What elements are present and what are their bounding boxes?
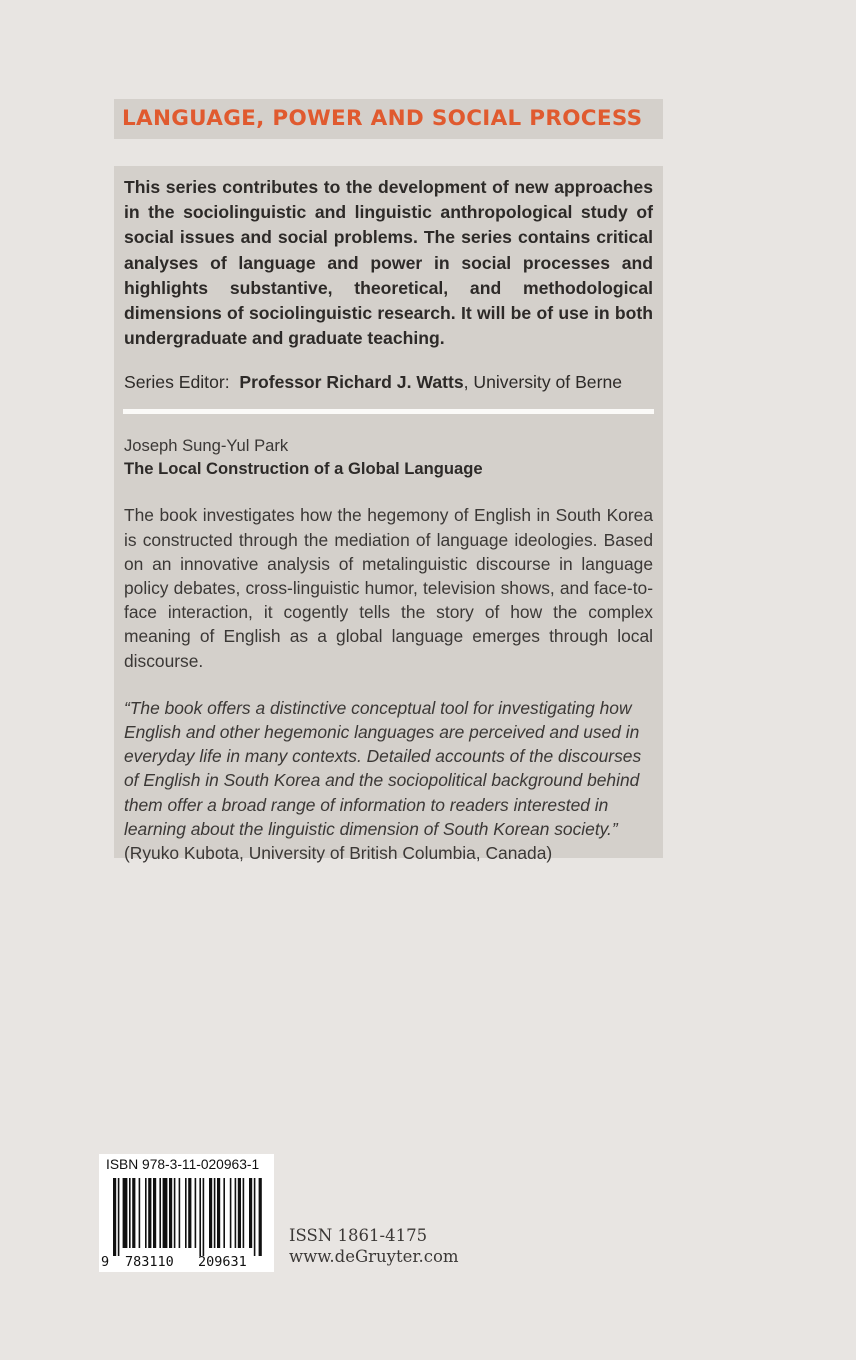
barcode-bar xyxy=(199,1178,201,1256)
barcode-bar xyxy=(195,1178,197,1248)
barcode-bar xyxy=(209,1178,212,1248)
barcode-bar xyxy=(123,1178,128,1248)
barcode-bar xyxy=(129,1178,131,1248)
barcode-bar xyxy=(235,1178,237,1248)
barcode-bar xyxy=(153,1178,156,1248)
barcode-bar xyxy=(259,1178,262,1256)
content-panel xyxy=(114,166,663,864)
book-title: The Local Construction of a Global Language xyxy=(124,459,483,479)
barcode-bar xyxy=(118,1178,120,1256)
series-editor-affiliation: , University of Berne xyxy=(463,372,623,393)
issn-number: ISSN 1861-4175 xyxy=(289,1226,428,1245)
section-divider xyxy=(123,409,654,414)
barcode-bar xyxy=(163,1178,168,1248)
barcode-bar xyxy=(217,1178,220,1248)
barcode-bar xyxy=(139,1178,141,1248)
barcode-bar xyxy=(230,1178,232,1248)
barcode-first-digit: 9 xyxy=(101,1254,110,1270)
series-description: This series contributes to the development of new approaches in the sociolinguistic and linguistic anthropological study of social issues and social problems. The series contains critical analyses of language and power in social processes and highlights substantive, theoretical, and methodological dimensions of sociolinguistic research. It will be of use in both undergraduate and graduate teaching. xyxy=(124,177,653,349)
series-title-bar xyxy=(114,99,663,139)
book-description: The book investigates how the hegemony of English in South Korea is constructed through the mediation of language ideologies. Based on an innovative analysis of metalinguistic discourse in language policy debates, cross-linguistic humor, television shows, and face-to-face interaction, it cogently tells the story of how the complex meaning of English as a global language emerges through local discourse. xyxy=(124,505,653,671)
barcode-bar xyxy=(179,1178,181,1248)
barcode-bar xyxy=(238,1178,241,1248)
isbn-barcode xyxy=(99,1154,274,1272)
barcode-bar xyxy=(188,1178,191,1248)
isbn-label: ISBN 978-3-11-020963-1 xyxy=(106,1157,260,1172)
series-editor-label: Series Editor: xyxy=(124,372,230,393)
barcode-bar xyxy=(132,1178,135,1248)
barcode-graphic xyxy=(99,1178,274,1272)
barcode-bar xyxy=(185,1178,187,1248)
book-author: Joseph Sung-Yul Park xyxy=(124,436,289,456)
series-title: LANGUAGE, POWER AND SOCIAL PROCESS xyxy=(122,106,643,131)
review-attribution: (Ryuko Kubota, University of British Columbia, Canada) xyxy=(124,843,553,864)
series-editor-name: Professor Richard J. Watts xyxy=(239,372,464,393)
barcode-bar xyxy=(159,1178,161,1248)
barcode-bar xyxy=(174,1178,176,1248)
barcode-bar xyxy=(243,1178,245,1248)
barcode-bars xyxy=(113,1178,262,1256)
barcode-bar xyxy=(145,1178,147,1248)
barcode-bar xyxy=(254,1178,256,1256)
barcode-bar xyxy=(169,1178,172,1248)
series-editor-line xyxy=(124,370,653,394)
barcode-bar xyxy=(203,1178,205,1256)
barcode-bar xyxy=(223,1178,225,1248)
barcode-left-digits: 783110 xyxy=(125,1254,174,1270)
review-quote: “The book offers a distinctive conceptual tool for investigating how English and other hegemonic languages are perceived and used in everyday life in many contexts. Detailed accounts of the discourses of English in South Korea and the sociopolitical background behind them offer a broad range of information to readers interested in learning about the linguistic dimension of South Korean society.” xyxy=(124,697,642,839)
publisher-website: www.deGruyter.com xyxy=(289,1247,459,1266)
barcode-bar xyxy=(214,1178,216,1248)
barcode-right-digits: 209631 xyxy=(198,1254,247,1270)
barcode-bar xyxy=(249,1178,252,1248)
barcode-bar xyxy=(113,1178,116,1256)
barcode-bar xyxy=(148,1178,151,1248)
